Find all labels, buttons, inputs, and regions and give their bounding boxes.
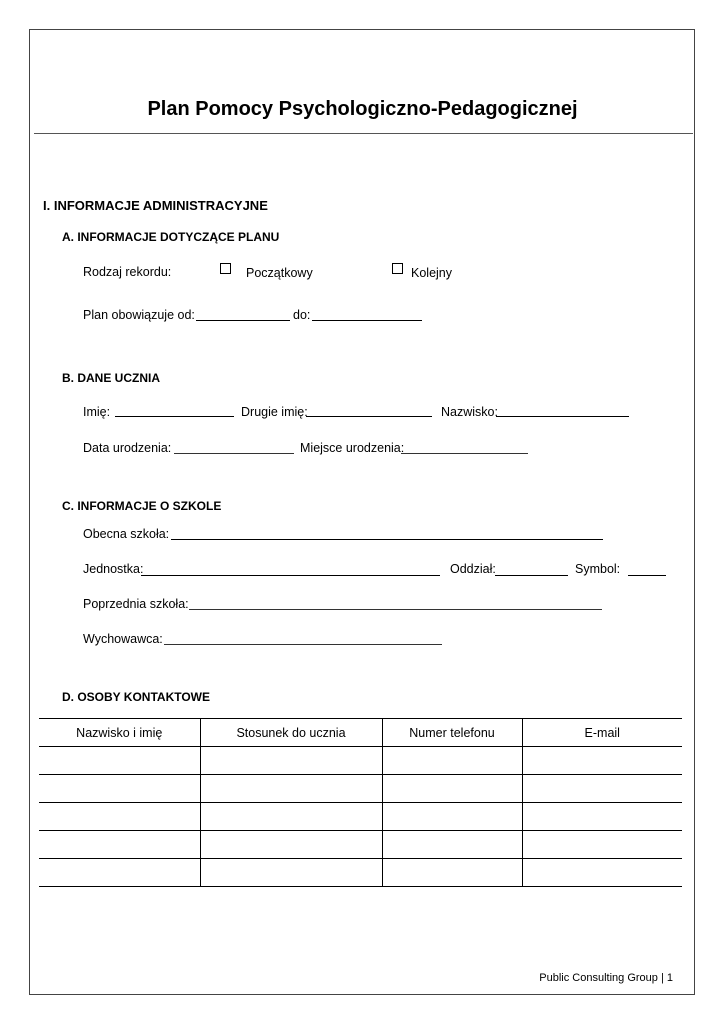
table-cell[interactable]	[39, 747, 200, 775]
tutor-field[interactable]	[164, 644, 442, 645]
table-cell[interactable]	[522, 831, 682, 859]
symbol-label: Symbol:	[575, 562, 621, 576]
table-cell[interactable]	[200, 803, 382, 831]
section-heading-administrative: I. INFORMACJE ADMINISTRACYJNE	[43, 198, 268, 213]
table-row	[39, 775, 682, 803]
page-footer: Public Consulting Group | 1	[539, 972, 673, 984]
column-header-name: Nazwisko i imię	[39, 719, 200, 747]
current-school-field[interactable]	[171, 539, 603, 540]
table-row	[39, 803, 682, 831]
table-cell[interactable]	[522, 775, 682, 803]
division-field[interactable]	[495, 575, 568, 576]
current-school-label: Obecna szkoła:	[83, 527, 170, 541]
table-cell[interactable]	[382, 831, 522, 859]
last-name-field[interactable]	[496, 416, 629, 417]
document-title: Plan Pomocy Psychologiczno-Pedagogicznej	[147, 98, 578, 120]
middle-name-label: Drugie imię:	[241, 405, 308, 419]
title-divider	[34, 133, 693, 134]
first-name-field[interactable]	[115, 416, 234, 417]
table-cell[interactable]	[522, 859, 682, 887]
unit-field[interactable]	[141, 575, 440, 576]
birth-date-label: Data urodzenia:	[83, 441, 172, 455]
table-cell[interactable]	[382, 747, 522, 775]
table-cell[interactable]	[39, 803, 200, 831]
initial-checkbox[interactable]	[220, 263, 231, 274]
table-cell[interactable]	[200, 859, 382, 887]
table-cell[interactable]	[39, 831, 200, 859]
unit-label: Jednostka:	[83, 562, 144, 576]
next-checkbox[interactable]	[392, 263, 403, 274]
record-type-label: Rodzaj rekordu:	[83, 265, 172, 279]
birth-place-field[interactable]	[401, 453, 528, 454]
column-header-relation: Stosunek do ucznia	[200, 719, 382, 747]
subsection-heading-plan: A. INFORMACJE DOTYCZĄCE PLANU	[62, 230, 280, 244]
valid-to-label: do:	[293, 308, 311, 322]
birth-place-label: Miejsce urodzenia:	[300, 441, 405, 455]
subsection-heading-school: C. INFORMACJE O SZKOLE	[62, 499, 222, 513]
valid-to-field[interactable]	[312, 320, 422, 321]
table-row	[39, 747, 682, 775]
valid-from-field[interactable]	[196, 320, 290, 321]
middle-name-field[interactable]	[306, 416, 432, 417]
table-cell[interactable]	[382, 803, 522, 831]
subsection-heading-contacts: D. OSOBY KONTAKTOWE	[62, 690, 211, 704]
birth-date-field[interactable]	[174, 453, 294, 454]
symbol-field[interactable]	[628, 575, 666, 576]
table-cell[interactable]	[382, 859, 522, 887]
initial-option-label: Początkowy	[246, 266, 313, 280]
column-header-phone: Numer telefonu	[382, 719, 522, 747]
next-option-label: Kolejny	[411, 266, 452, 280]
table-cell[interactable]	[522, 803, 682, 831]
subsection-heading-student: B. DANE UCZNIA	[62, 371, 160, 385]
table-cell[interactable]	[200, 747, 382, 775]
table-cell[interactable]	[382, 775, 522, 803]
contacts-table	[39, 718, 682, 887]
tutor-label: Wychowawca:	[83, 632, 163, 646]
table-row	[39, 859, 682, 887]
previous-school-field[interactable]	[189, 609, 602, 610]
division-label: Oddział:	[450, 562, 496, 576]
first-name-label: Imię:	[83, 405, 111, 419]
previous-school-label: Poprzednia szkoła:	[83, 597, 189, 611]
table-cell[interactable]	[200, 831, 382, 859]
last-name-label: Nazwisko:	[441, 405, 498, 419]
table-cell[interactable]	[39, 775, 200, 803]
table-cell[interactable]	[522, 747, 682, 775]
valid-from-label: Plan obowiązuje od:	[83, 308, 195, 322]
table-cell[interactable]	[39, 859, 200, 887]
table-header-row	[39, 719, 682, 747]
table-row	[39, 831, 682, 859]
table-cell[interactable]	[200, 775, 382, 803]
column-header-email: E-mail	[522, 719, 682, 747]
